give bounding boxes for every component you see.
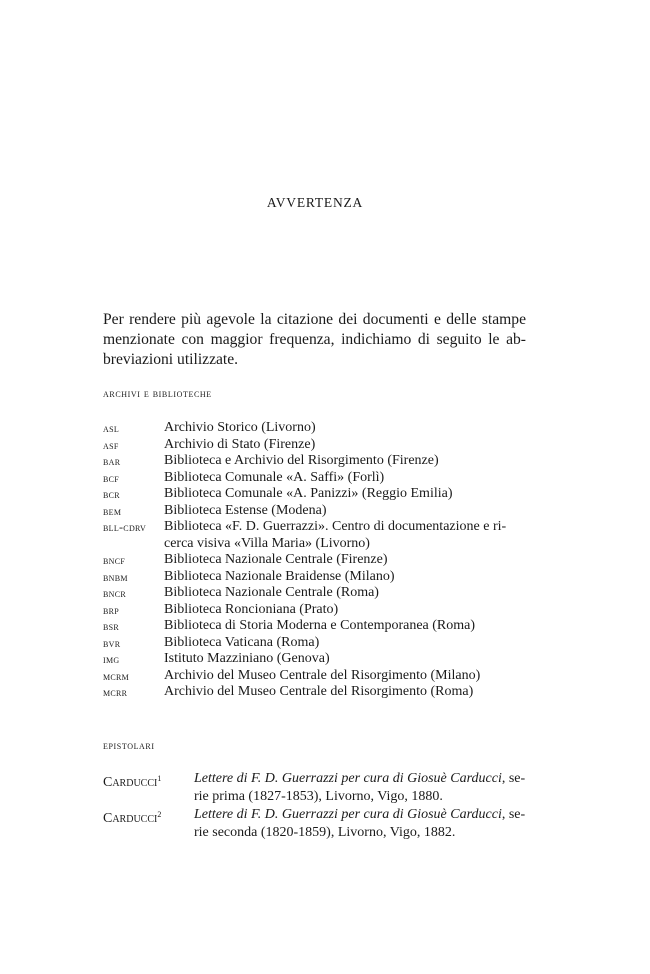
abbreviation-row [103,519,526,552]
abbreviation-code: bcr [103,487,120,501]
abbreviation-code: bvr [103,635,121,650]
abbreviation-row [103,684,526,701]
abbreviation-list [103,420,526,701]
abbreviation-description: Biblioteca Estense (Modena) [164,502,327,518]
abbreviation-code: bsr [103,619,120,633]
section-heading-archivi: archivi e biblioteche [103,388,212,400]
abbreviation-code: img [103,652,120,666]
epistolario-title: Lettere di F. D. Guerrazzi per cura di Giosuè Carducci [194,771,502,786]
abbreviation-description: Biblioteca Nazionale Centrale (Firenze) [164,552,388,567]
abbreviation-description: Biblioteca Comunale «A. Saffi» (Forlì) [164,469,385,485]
epistolario-text: , se- [501,771,526,786]
section-heading-epistolari: epistolari [103,740,155,752]
abbreviation-description: Archivio del Museo Centrale del Risorgimento (Milano) [164,667,481,683]
epistolario-key [103,770,194,806]
abbreviation-code: bnbm [103,569,128,584]
abbreviation-description: Archivio Storico (Livorno) [164,420,316,435]
abbreviation-row [103,585,526,602]
abbreviation-description: Biblioteca Roncioniana (Prato) [164,601,339,617]
epistolari-list [103,770,526,842]
abbreviation-description: Biblioteca Vaticana (Roma) [164,634,320,650]
abbreviation-description-line: Biblioteca «F. D. Guerrazzi». Centro di documentazione e ri- [164,519,507,534]
abbreviation-description: Istituto Mazziniano (Genova) [164,651,330,666]
abbreviation-code: bar [103,454,121,468]
abbreviation-code: bem [103,503,122,518]
abbreviation-row [103,651,526,668]
abbreviation-row [103,569,526,586]
abbreviation-description: Biblioteca Comunale «A. Panizzi» (Reggio Emilia) [164,486,453,501]
epistolario-key-number: 2 [157,810,162,819]
abbreviation-code: mcrm [103,668,130,683]
abbreviation-row [103,602,526,619]
abbreviation-row [103,470,526,487]
abbreviation-row [103,503,526,520]
abbreviation-description: Biblioteca Nazionale Centrale (Roma) [164,585,379,600]
epistolario-text: rie prima (1827-1853), Livorno, Vigo, 1880. [194,789,443,804]
epistolario-text: , se- [501,807,526,822]
abbreviation-code: mcrr [103,685,128,699]
abbreviation-code: bcf [103,470,120,485]
intro-line: menzionate con maggior frequenza, indichiamo di seguito le ab- [103,331,526,348]
epistolario-key-number: 1 [157,774,162,783]
epistolario-title: Lettere di F. D. Guerrazzi per cura di Giosuè Carducci [194,807,502,822]
abbreviation-row [103,486,526,503]
abbreviation-description: Biblioteca e Archivio del Risorgimento (Firenze) [164,453,439,468]
abbreviation-row [103,420,526,437]
abbreviation-row [103,552,526,569]
page-title: AVVERTENZA [266,195,364,210]
epistolario-description [194,770,526,806]
epistolario-key-name: Carducci [103,775,158,790]
abbreviation-description: Biblioteca di Storia Moderna e Contemporanea (Roma) [164,618,476,633]
epistolario-entry [103,770,526,806]
abbreviation-row [103,668,526,685]
abbreviation-row [103,437,526,454]
abbreviation-row [103,453,526,470]
intro-line: Per rendere più agevole la citazione dei documenti e delle stampe [103,311,526,328]
abbreviation-description: Biblioteca Nazionale Braidense (Milano) [164,568,395,584]
abbreviation-code: asf [103,437,119,452]
abbreviation-description-line: cerca visiva «Villa Maria» (Livorno) [164,535,370,551]
epistolario-entry [103,806,526,842]
abbreviation-description: Archivio del Museo Centrale del Risorgimento (Roma) [164,684,474,699]
abbreviation-code: bncf [103,553,126,567]
abbreviation-code: asl [103,421,120,435]
abbreviation-code: bncr [103,586,126,600]
intro-paragraph [103,310,526,370]
abbreviation-description [164,519,526,552]
abbreviation-row [103,635,526,652]
intro-line: breviazioni utilizzate. [103,351,239,368]
abbreviation-code: bll-cdrv [103,520,147,534]
epistolario-description [194,806,526,842]
abbreviation-code: brp [103,602,120,617]
epistolario-key-name: Carducci [103,811,158,826]
abbreviation-description: Archivio di Stato (Firenze) [164,436,316,452]
abbreviation-row [103,618,526,635]
epistolario-key [103,806,194,842]
epistolario-text: rie seconda (1820-1859), Livorno, Vigo, 1882. [194,825,456,840]
